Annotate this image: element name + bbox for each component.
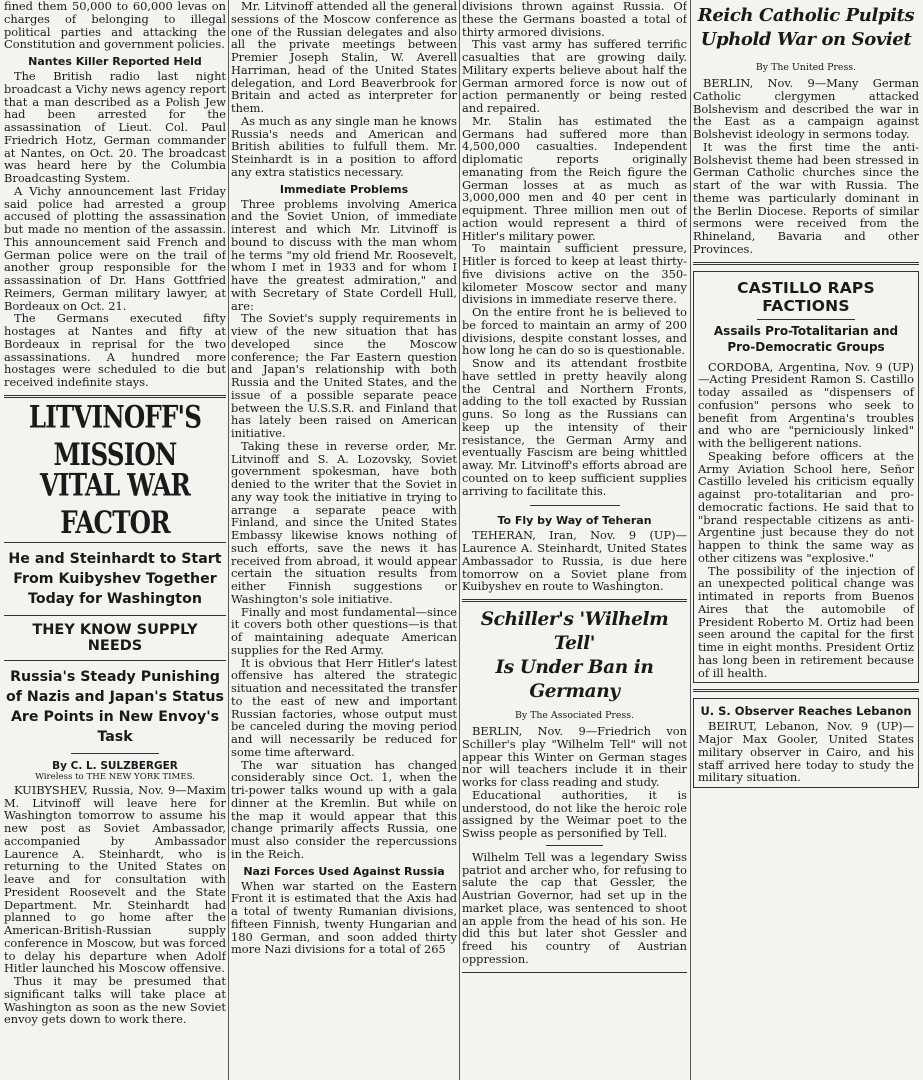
paragraph: This vast army has suffered terrific casualties that are growing daily. Military experts believe about half the German armored force is now out of action permanently or being rested and repaired. [462,37,687,115]
divider [462,972,687,973]
column-1 [4,0,226,1080]
paragraph: As much as any single man he knows Russia's needs and American and British abilities to fulfull them. Mr. Steinhardt is in a position to afford any extra statistics necessary. [231,113,457,179]
nantes-headline: Nantes Killer Reported Held [28,55,202,68]
paragraph: BERLIN, Nov. 9—Many German Catholic clergymen attacked Bolshevism and described the war in the East as a campaign against Bolshevist ideology in sermons today. [693,76,919,141]
castillo-article [693,271,919,684]
column-3 [462,0,687,1080]
paragraph: It is obvious that Herr Hitler's latest offensive has altered the strategic situation and necessitated the transfer to the east of new and important Russian factories, whose output must be canceled during the moving period and will necessarily be reduced for some time afterward. [231,655,457,759]
paragraph: Speaking before officers at the Army Aviation School here, Señor Castillo leveled his criticism equally against pro-totalitarian and pro-democratic factions. He said that to "brand respectable citizens as anti-Argentine just because they do not happen to think the same way as other citizens was "explosive." [698,448,914,565]
paragraph: On the entire front he is believed to be forced to maintain an army of 200 divisions, despite constant losses, and how long he can do so is questionable. [462,305,687,358]
paragraph: The British radio last night broadcast a Vichy news agency report that a man described as a Polish Jew had been arrested for the assassination of Lieut. Col. Paul Friedrich Hotz, German commander at Nantes, on Oct. 20. The broadcast was heard here by the Columbia Broadcasting System. [4,69,226,185]
paragraph: Thus it may be presumed that significant talks will take place at Washington as soon as the new Soviet envoy gets down to work there. [4,974,226,1027]
tell-byline: By The Associated Press. [514,710,635,721]
tell-headline-line-1: Schiller's 'Wilhelm Tell' [480,609,669,654]
paragraph: BEIRUT, Lebanon, Nov. 9 (UP)—Major Max Gooler, United States military observer in Cairo, and his staff arrived here today to study the military situation. [698,719,914,785]
divider [4,395,226,398]
column-rule [228,0,229,1080]
lebanon-headline: U. S. Observer Reaches Lebanon [700,704,912,719]
paragraph: The Soviet's supply requirements in view of the new situation that has developed since the Moscow conference; the Far Eastern question and Japan's relationship with both Russia and the United States, and the issue of a possible separate peace between the U.S.S.R. and Finland that has lately been raised on American initiative. [231,311,457,440]
lebanon-article [693,698,919,788]
teheran-headline: To Fly by Way of Teheran [497,514,652,528]
divider [693,689,919,692]
main-headline-line-2: VITAL WAR FACTOR [39,466,191,540]
divider [693,262,919,265]
column-2 [231,0,457,1080]
divider [4,660,226,661]
divider [462,599,687,602]
column-rule [459,0,460,1080]
paragraph: Mr. Stalin has estimated the Germans had suffered more than 4,500,000 casualties. Independent diplomatic reports originally emanating from the Reich figure the German losses at as much as 3,000,000 men and 40 per cent in equipment. Three million men out of action would represent a third of Hitler's military power. [462,113,687,243]
castillo-headline: CASTILLO RAPS FACTIONS [737,278,875,315]
paragraph: divisions thrown against Russia. Of these the Germans boasted a total of thirty armored divisions. [462,0,687,39]
paragraph: A Vichy announcement last Friday said police had arrested a group accused of plotting the assassination but made no mention of the assassin. This announcement said French and German police were on the trail of another group responsible for the assassination of Dr. Hans Gottfried Reimers, German military lawyer, at Bordeaux on Oct. 21. [4,183,226,313]
main-headline-line-1: LITVINOFF'S MISSION [28,398,202,472]
divider [530,505,620,506]
byline-wire: Wireless to THE NEW YORK TIMES. [35,771,195,782]
divider [546,845,602,846]
paragraph: Mr. Litvinoff attended all the general sessions of the Moscow conference as one of the Russian delegates and also all the private meetings between Premier Joseph Stalin, W. Averell Harriman, head of the United States delegation, and Lord Beaverbrook for Britain and acted as interpreter for them. [231,0,457,115]
paragraph: The war situation has changed considerably since Oct. 1, when the tri-power talks wound up with a gala dinner at the Kremlin. But while on the map it would appear that this change primarily affects Russia, one must also consider the repercussions in the Reich. [231,757,457,861]
reich-byline: By The United Press. [755,62,857,73]
reich-headline [693,4,919,52]
paragraph: fined them 50,000 to 60,000 levas on charges of belonging to illegal political parties and attacking the Constitution and government policies. [4,0,226,52]
paragraph: Wilhelm Tell was a legendary Swiss patriot and archer who, for refusing to salute the cap that Gessler, the Austrian Governor, had set up in the market place, was sentenced to shoot an apple from the head of his son. He did this but later shot Gessler and freed his country of Austrian oppression. [462,849,687,966]
deck-2: THEY KNOW SUPPLY NEEDS [32,621,198,654]
deck-1: He and Steinhardt to Start From Kuibyshev Together Today for Washington [8,550,222,607]
paragraph: To maintain sufficient pressure, Hitler is forced to keep at least thirty-five divisions active on the 350-kilometer Moscow sector and many divisions in immediate reserve there. [462,241,687,307]
paragraph: CORDOBA, Argentina, Nov. 9 (UP)—Acting President Ramon S. Castillo today assailed as "dispensers of confusion" persons who seek to benefit from Argentina's troubles and who are "perniciously linked" with the belligerent nations. [698,359,914,450]
paragraph: BERLIN, Nov. 9—Friedrich von Schiller's play "Wilhelm Tell" will not appear this Winter on German stages nor will teachers include it in their works for class reading and study. [462,724,687,789]
paragraph: Taking these in reverse order, Mr. Litvinoff and S. A. Lozovsky, Soviet government spokesman, have both denied to the writer that the Soviet in any way took the initiative in trying to arrange a separate peace with Finland, and since the United States Embassy likewise knows nothing of such efforts, save the news it has received from abroad, it would appear certain the situation results from either Finnish suggestions or Washington's sole initiative. [231,438,457,606]
paragraph: Snow and its attendant frostbite have settled in pretty heavily along the Central and Northern Fronts, adding to the toll exacted by Russian guns. So long as the Russians can keep up the intensity of their resistance, the German Army and eventually Fascism are being whittled away. Mr. Litvinoff's efforts abroad are counted on to keep sufficient supplies arriving to facilitate this. [462,356,687,498]
column-4 [693,0,919,1080]
paragraph: Three problems involving America and the Soviet Union, of immediate interest and which Mr. Litvinoff is bound to discuss with the man whom he terms "my old friend Mr. Roosevelt, whom I met in 1933 and for whom I have the greatest admiration," and with Secretary of State Cordell Hull, are: [231,196,457,313]
divider [71,753,160,754]
divider [4,615,226,616]
paragraph: TEHERAN, Iran, Nov. 9 (UP)—Laurence A. Steinhardt, United States Ambassador to Russia, is due here tomorrow on a Soviet plane from Kuibyshev en route to Washington. [462,528,687,594]
tell-headline-line-2: Is Under Ban in Germany [495,657,654,702]
subhead-nazi-forces: Nazi Forces Used Against Russia [243,864,445,878]
byline: By C. L. SULZBERGER [52,759,178,772]
tell-headline [462,608,687,704]
paragraph: It was the first time the anti-Bolshevist theme had been stressed in German Catholic churches since the start of the war with Russia. The theme was particularly dominant in the Berlin Diocese. Reports of similar sermons were received from the Rhineland, Bavaria and other Provinces. [693,139,919,256]
subhead-immediate-problems: Immediate Problems [279,182,409,196]
deck-3: Russia's Steady Punishing of Nazis and Japan's Status Are Points in New Envoy's Task [6,668,224,745]
column-rule [690,0,691,1080]
divider [757,319,854,320]
paragraph: The possibility of the injection of an unexpected political change was intimated in reports from Buenos Aires that the automobile of President Roberto M. Ortiz had been seen around the capital for the first time in eight months. President Ortiz has long been in retirement because of ill health. [698,563,914,680]
paragraph: When war started on the Eastern Front it is estimated that the Axis had a total of twenty Rumanian divisions, fifteen Finnish, twenty Hungarian and 180 German, and soon added thirty more Nazi divisions for a total of 265 [231,878,457,957]
paragraph: KUIBYSHEV, Russia, Nov. 9—Maxim M. Litvinoff will leave here for Washington tomorrow to assume his new post as Soviet Ambassador, accompanied by Ambassador Laurence A. Steinhardt, who is returning to the United States on leave and for consultation with President Roosevelt and the State Department. Mr. Steinhardt had planned to go home after the American-British-Russian supply conference in Moscow, but was forced to delay his departure when Adolf Hitler launched his Moscow offensive. [4,782,226,976]
reich-headline-line-1: Reich Catholic Pulpits [697,5,915,26]
castillo-deck: Assails Pro-Totalitarian and Pro-Democratic Groups [713,323,899,354]
paragraph: The Germans executed fifty hostages at Nantes and fifty at Bordeaux in reprisal for the two assassinations. A hundred more hostages were scheduled to die but received indefinite stays. [4,311,226,389]
paragraph: Finally and most fundamental—since it covers both other questions—is that of maintaining adequate American supplies for the Red Army. [231,604,457,657]
paragraph: Educational authorities, it is understood, do not like the heroic role assigned by the Weimar poet to the Swiss people as personified by Tell. [462,787,687,840]
reich-headline-line-2: Uphold War on Soviet [700,29,912,50]
divider [4,542,226,543]
